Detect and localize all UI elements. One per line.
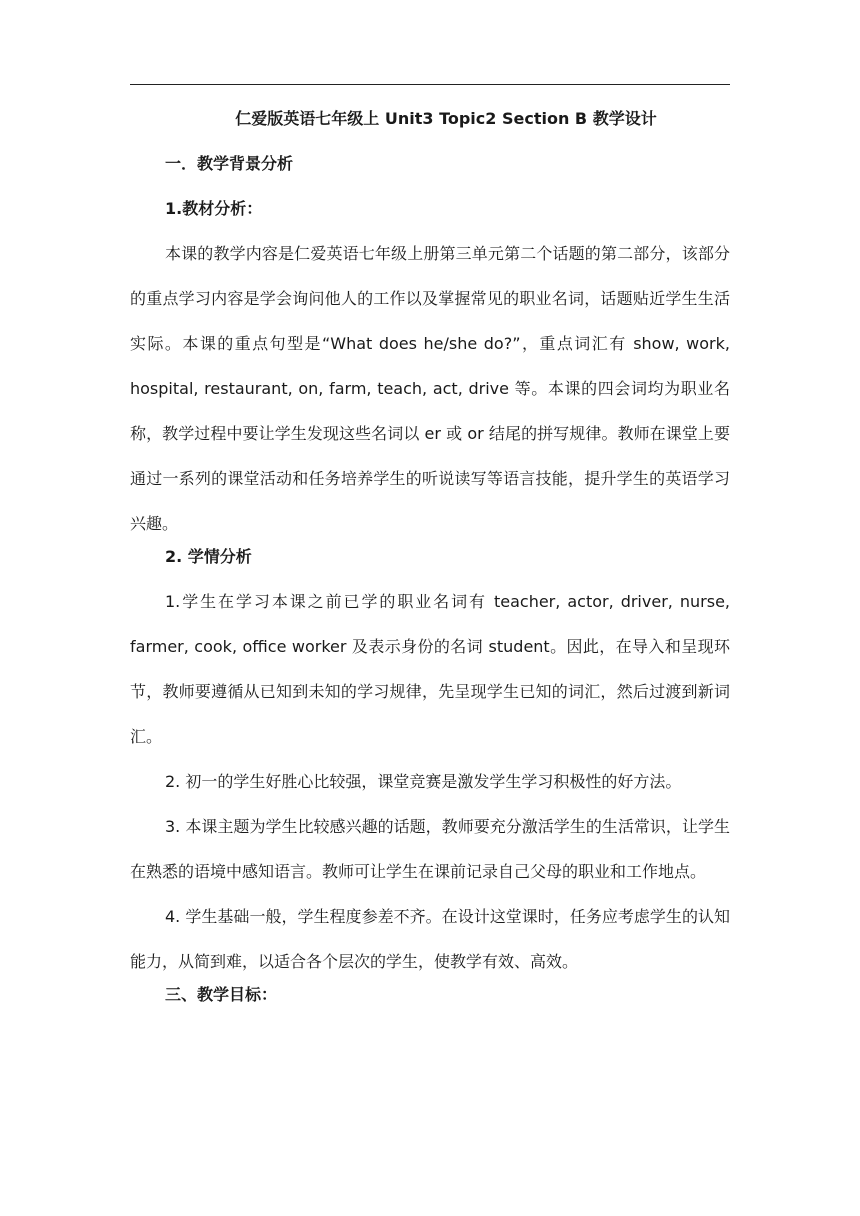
learner-point-3: 3. 本课主题为学生比较感兴趣的话题，教师要充分激活学生的生活常识，让学生在熟悉的语境中感知语言。教师可让学生在课前记录自己父母的职业和工作地点。 <box>130 817 730 881</box>
subheading-learner-analysis: 2. 学情分析 <box>165 547 252 566</box>
learner-point-4: 4. 学生基础一般，学生程度参差不齐。在设计这堂课时，任务应考虑学生的认知能力，从简到难，以适合各个层次的学生，使教学有效、高效。 <box>130 907 730 971</box>
header-divider <box>130 84 730 85</box>
subheading-textbook-analysis: 1.教材分析： <box>165 199 263 218</box>
section-heading-background: 一．教学背景分析 <box>165 154 294 173</box>
textbook-analysis-paragraph: 本课的教学内容是仁爱英语七年级上册第三单元第二个话题的第二部分，该部分的重点学习内容是学会询问他人的工作以及掌握常见的职业名词，话题贴近学生生活实际。本课的重点句型是“What does he/she do?”，重点词汇有 show, work, hospital, restaurant, on, farm, teach, act, drive 等。本课的四会词均为职业名称，教学过程中要让学生发现这些名词以 er 或 or 结尾的拼写规律。教师在课堂上要通过一系列的课堂活动和任务培养学生的听说读写等语言技能，提升学生的英语学习兴趣。 <box>130 244 730 533</box>
section-heading-objectives: 三、教学目标： <box>165 985 278 1004</box>
document-body <box>130 108 730 1029</box>
learner-point-1: 1.学生在学习本课之前已学的职业名词有 teacher, actor, driver, nurse, farmer, cook, office worker 及表示身份的名词 student。因此，在导入和呈现环节，教师要遵循从已知到未知的学习规律，先呈现学生已知的词汇，然后过渡到新词汇。 <box>130 592 730 746</box>
document-title: 仁爱版英语七年级上 Unit3 Topic2 Section B 教学设计 <box>235 109 657 128</box>
learner-point-2: 2. 初一的学生好胜心比较强，课堂竞赛是激发学生学习积极性的好方法。 <box>165 772 682 791</box>
